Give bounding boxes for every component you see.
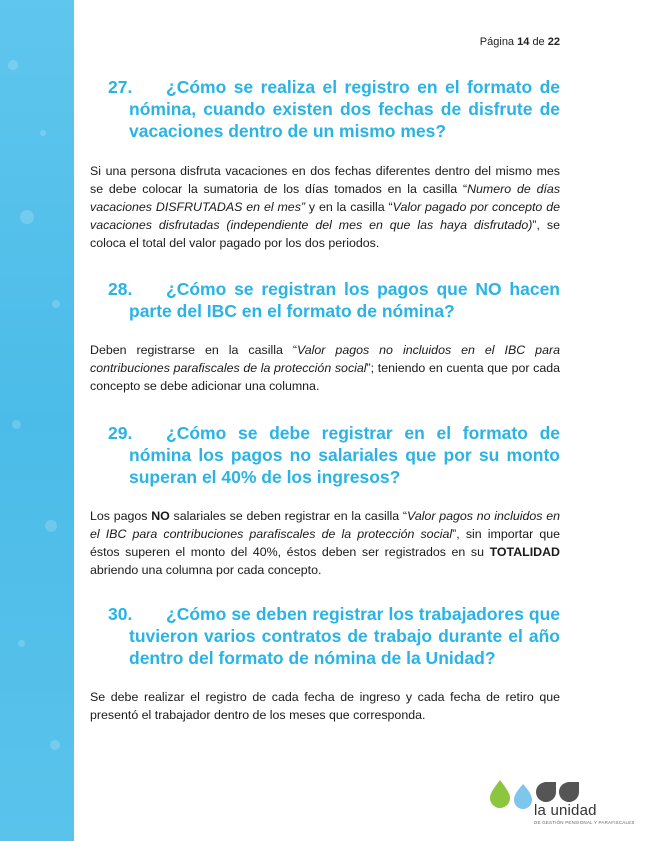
answer-paragraph: [90, 688, 560, 724]
bubble-decoration: [18, 640, 25, 647]
answer-text: ”, se coloca el total del valor pagado por los dos periodos.: [90, 218, 560, 250]
answer-text: abriendo una columna por cada concepto.: [90, 563, 322, 577]
bubble-decoration: [20, 210, 34, 224]
question-number: 30.: [108, 604, 133, 624]
answer-italic: Valor pagos no incluidos en el IBC para contribuciones parafiscales de la protección social: [90, 343, 560, 375]
question-text: ¿Cómo se deben registrar los trabajadores que tuvieron varios contratos de trabajo durante el año dentro del formato de nómina de la Unidad?: [129, 604, 560, 668]
answer-italic: Valor pagado por concepto de vacaciones disfrutadas (independiente del mes en que las haya disfrutado): [90, 200, 560, 232]
logo-drop-gray-1: [536, 782, 556, 802]
answer-text: ”; teniendo en cuenta que por cada concepto se debe adicionar una columna.: [90, 361, 560, 393]
page-separator: de: [532, 36, 545, 48]
faq-section-27: [90, 76, 560, 142]
answer-text: salariales se deben registrar en la casilla “: [169, 509, 408, 523]
bubble-decoration: [8, 60, 18, 70]
logo-drop-gray-2: [559, 782, 579, 802]
answer-italic: Numero de días vacaciones DISFRUTADAS en el mes”: [90, 182, 561, 214]
question-text: ¿Cómo se registran los pagos que NO hacen parte del IBC en el formato de nómina?: [129, 279, 560, 321]
bubble-decoration: [50, 740, 60, 750]
decorative-sidebar: [0, 0, 74, 841]
question-number: 28.: [108, 279, 133, 299]
question-number: 27.: [108, 77, 133, 97]
faq-section-29: [90, 422, 560, 488]
bubble-decoration: [52, 300, 60, 308]
logo-drop-blue: [514, 784, 532, 809]
answer-bold: TOTALIDAD: [489, 545, 560, 559]
faq-section-30: [90, 603, 560, 669]
bubble-decoration: [40, 130, 46, 136]
answer-text: y en la casilla “: [305, 200, 393, 214]
answer-italic: Valor pagos no incluidos en el IBC para contribuciones parafiscales de la protección social: [90, 509, 560, 541]
answer-text: Los pagos: [90, 509, 152, 523]
question-text: ¿Cómo se debe registrar en el formato de nómina los pagos no salariales que por su monto superan el 40% de los ingresos?: [129, 423, 560, 487]
bubble-decoration: [12, 420, 21, 429]
question-text: ¿Cómo se realiza el registro en el formato de nómina, cuando existen dos fechas de disfrute de vacaciones dentro de un mismo mes?: [129, 77, 560, 141]
question-heading: [90, 603, 560, 669]
answer-bold: NO: [151, 509, 170, 523]
answer-text: Se debe realizar el registro de cada fecha de ingreso y cada fecha de retiro que presentó el trabajador dentro de los meses que corresponda.: [90, 690, 560, 722]
page-total: 22: [547, 36, 560, 48]
answer-text: ”, sin importar que éstos superen el monto del 40%, éstos deben ser registrados en su: [90, 527, 560, 559]
faq-section-28: [90, 278, 560, 322]
logo-tagline: DE GESTIÓN PENSIONAL Y PARAFISCALES: [534, 820, 635, 825]
logo-drop-green: [490, 780, 510, 808]
answer-text: Si una persona disfruta vacaciones en dos fechas diferentes dentro del mismo mes se debe colocar la sumatoria de los días tomados en la casilla “: [90, 164, 560, 196]
question-number: 29.: [108, 423, 133, 443]
page-prefix: Página: [479, 36, 515, 48]
answer-paragraph: [90, 341, 560, 395]
answer-27: [90, 162, 560, 252]
question-heading: [90, 76, 560, 142]
answer-text: Deben registrarse en la casilla “: [90, 343, 297, 357]
question-heading: [90, 422, 560, 488]
answer-paragraph: [90, 162, 560, 252]
answer-paragraph: [90, 507, 560, 579]
question-heading: [90, 278, 560, 322]
page-current: 14: [517, 36, 530, 48]
bubble-decoration: [45, 520, 57, 532]
answer-29: [90, 507, 560, 579]
page-number: [480, 36, 560, 48]
answer-30: [90, 688, 560, 724]
logo-wordmark: la unidad: [534, 802, 597, 819]
answer-28: [90, 341, 560, 395]
